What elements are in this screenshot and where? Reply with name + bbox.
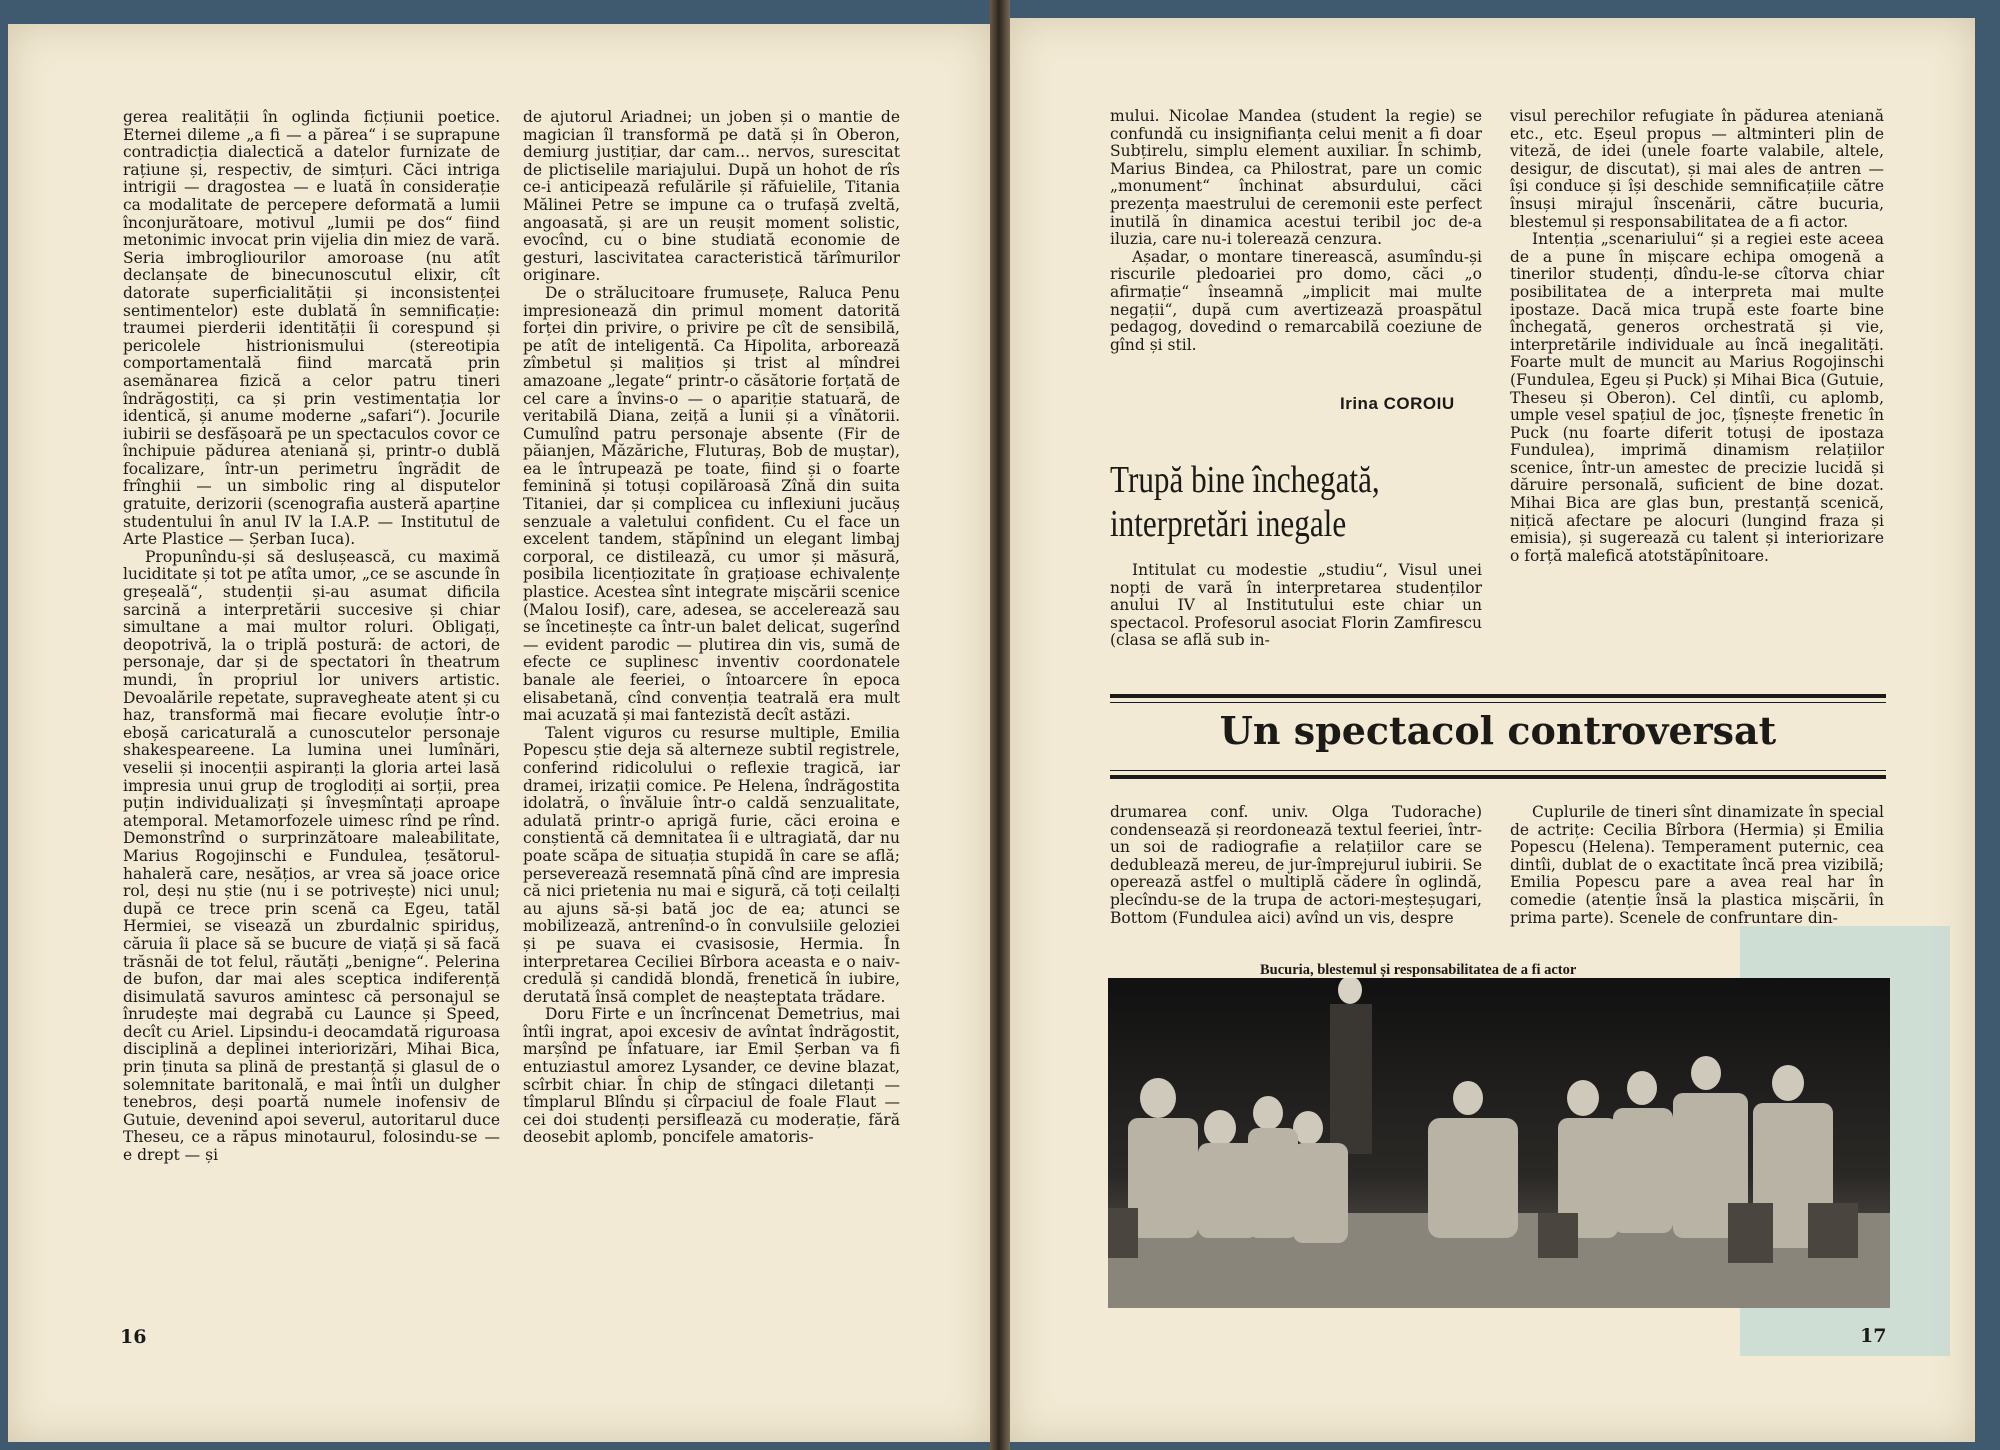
right-bottom-column-2 bbox=[1510, 804, 1884, 944]
article-headline-line2: interpretări inegale bbox=[1110, 503, 1347, 545]
right-top-column-2 bbox=[1510, 108, 1884, 668]
left-page bbox=[8, 24, 990, 1442]
article-headline-line1: Trupă bine închegată, bbox=[1110, 459, 1380, 501]
author-name: Irina COROIU bbox=[1340, 394, 1455, 413]
left-column-2 bbox=[523, 109, 900, 1349]
paragraph: Intitulat cu modestie „studiu“, Visul unei nopți de vară în interpretarea studenților anului IV al Institutului este chiar un spectacol. Profesorul asociat Florin Zamfirescu (clasa se află sub in- bbox=[1110, 562, 1482, 650]
right-top-column-1 bbox=[1110, 108, 1482, 398]
page-number: 16 bbox=[120, 1326, 147, 1348]
paragraph: Doru Firte e un încrîncenat Demetrius, mai întîi ingrat, apoi excesiv de avîntat îndrăgostit, marșînd pe înfatuare, iar Emil Șerban va fi entuziastul amorez Lysander, ce devine blazat, scîrbit chiar. În chip de stîngaci diletanți — tîmplarul Blîndu și cîrpaciul de foale Flaut — cei doi studenți persiflează cu moderație, fără deosebit aplomb, poncifele amatoris- bbox=[523, 1005, 900, 1147]
photo-caption: Bucuria, blestemul și responsabilitatea de a fi actor bbox=[1260, 962, 1577, 978]
banner-bottom-rule bbox=[1110, 775, 1886, 779]
paragraph: De o strălucitoare frumusețe, Raluca Penu impresionează din primul moment datorită forței din privire, o privire pe cît de sensibilă, pe atît de inteligentă. Ca Hipolita, arborează zîmbetul și malițios și trist al mîndrei amazoane „legate“ printr-o căsătorie forțată de cel care a învins-o — o apariție statuară, de veritabilă Diana, zeiță a lunii și a vînătorii. Cumulînd patru personaje absente (Fir de păianjen, Măzăriche, Fluturaș, Bob de muștar), ea le întrupează pe toate, fiind și o foarte feminină și totuși copilăroasă Zînă din suita Titaniei, dar și complicea cu inflexiuni jucăuș senzuale a valetului confident. Cu el face un excelent tandem, stăpînind un elegant limbaj corporal, ce distilează, cu umor și măsură, posibila licențiozitate în grațioase echivalențe plastice. Acestea sînt integrate mișcării scenice (Malou Iosif), care, adesea, se accelerează sau se încetinește ca într-un balet delicat, sugerînd — evident parodic — plutirea din vis, sumă de efecte ce suplinesc inventiv coordonatele banale ale feeriei, o întoarcere în epoca elisabetană, cînd convenția teatrală era mult mai acuzată și mai fantezistă decît astăzi. bbox=[523, 283, 900, 725]
paragraph: drumarea conf. univ. Olga Tudorache) condensează și reordonează textul feeriei, într-un soi de radiografie a relațiilor care se dedublează mereu, de jur-împrejurul iubirii. Se operează astfel o multiplă cădere în oglindă, plecîndu-se de la trupa de actori-meșteșugari, Bottom (Fundulea aici) avînd un vis, despre bbox=[1110, 804, 1482, 927]
banner-bottom-rule-thin bbox=[1110, 770, 1886, 771]
banner-title: Un spectacol controversat bbox=[1219, 708, 1777, 753]
left-column-1 bbox=[123, 109, 500, 1349]
article-intro bbox=[1110, 562, 1482, 668]
banner-top-rule-thin bbox=[1110, 702, 1886, 703]
paragraph: de ajutorul Ariadnei; un joben și o mantie de magician îl transformă pe dată și în Oberon, demiurg justițiar, dar cam... nervos, surescitat de plictiselile mariajului. După un hohot de rîs ce-i anticipează refulările și răfuielile, Titania Mălinei Petre se impune ca o trufașă zveltă, angoasată, și are un reușit moment solistic, evocînd, cu o bine studiată economie de gesturi, lascivitatea caracteristică tărîmurilor originare. bbox=[523, 109, 900, 285]
stage-photo bbox=[1108, 978, 1890, 1308]
right-page bbox=[1010, 18, 1975, 1442]
paragraph: Talent viguros cu resurse multiple, Emilia Popescu știe deja să alterneze subtil registrele, conferind ridicolului o reflexie tragică, iar dramei, irizații comice. Pe Helena, îndrăgostita idolatră, o învăluie într-o caldă senzualitate, adulată printr-o aprigă furie, căci eroina e conștientă că demnitatea îi e ultragiată, dar nu poate scăpa de situația stupidă în care se află; perseverează resemnată pînă cînd are impresia că nici prietenia nu mai e sigură, că toți ceilalți au ajuns să-și bată joc de ea; atunci se mobilizează, antrenînd-o în convulsiile geloziei și pe suava ei cvasisosie, Hermia. În interpretarea Ceciliei Bîrbora aceasta e o naiv-credulă și candidă blondă, frenetică în iubire, derutată însă complet de neașteptata trădare. bbox=[523, 723, 900, 1006]
paragraph: Intenția „scenariului“ și a regiei este aceea de a pune în mișcare echipa omogenă a tinerilor studenți, dîndu-le-se cîtorva chiar posibilitatea de a interpreta mai multe ipostaze. Dacă mica trupă este foarte bine închegată, generos orchestrată și vie, interpretările individuale au încă inegalități. Foarte mult de muncit au Marius Rogojinschi (Fundulea, Egeu și Puck) și Mihai Bica (Gutuie, Theseu și Oberon). Cel dintîi, cu aplomb, umple vesel spațiul de joc, țîșnește frenetic în Puck (nu foarte diferit totuși de ipostaza Fundulea), imprimă dinamism relațiilor scenice, într-un amestec de precizie lucidă și dăruire personală, suficient de bine dozat. Mihai Bica are glas bun, prestanță scenică, nițică afectare pe alocuri (lungind fraza și emisia), și sugerează cu talent și interiorizare o forță malefică atotstăpînitoare. bbox=[1510, 230, 1884, 565]
paragraph: mului. Nicolae Mandea (student la regie) se confundă cu insignifianța celui menit a fi doar Subțirelu, simplu element auxiliar. În schimb, Marius Bindea, ca Philostrat, pare un comic „monument“ închinat absurdului, căci prezența maestrului de ceremonii este perfect inutilă în dinamica acestui teribil joc de-a iluzia, care nu-i tolerează cenzura. bbox=[1110, 108, 1482, 249]
paragraph: Propunîndu-și să deslușească, cu maximă luciditate și tot pe atîta umor, „ce se ascunde în greșeală“, studenții și-au asumat dificila sarcină a interpretării succesive și chiar simultane a mai multor roluri. Obligați, deopotrivă, la o triplă postură: de actori, de personaje, dar și de spectatori în theatrum mundi, în propriul lor univers artistic. Devoalările repetate, supravegheate atent și cu haz, transformă mai fiecare evoluție într-o eboșă caricaturală a cunoscutelor personaje shakespeareene. La lumina unei lumînări, veselii și inocenții aspiranți la gloria artei lasă impresia unui grup de troglodiți ai sorții, prea puțin individualizați și înveșmîntați aproape atemporal. Metamorfozele uimesc rînd pe rînd. Demonstrînd o surprinzătoare maleabilitate, Marius Rogojinschi e Fundulea, țesătorul-hahaleră care, nesățios, ar vrea să joace orice rol, deși nu știe (nu i se potrivește) nici unul; după ce trece prin scenă ca Egeu, tatăl Hermiei, se visează un zburdalnic spiriduș, căruia îi place să se bucure de viață și să facă trăsnăi de tot felul, răutăți „benigne“. Pelerina de bufon, dar mai ales sceptica indiferență disimulată savuros amintesc că personajul se înrudește mai degrabă cu Launce și Speed, decît cu Ariel. Lipsindu-i deocamdată riguroasa disciplină a deplinei interiorizări, Mihai Bica, prin ținuta sa plină de prestanță și glasul de o solemnitate baritonală, e mai întîi un dulgher tenebros, deși poartă numele inofensiv de Gutuie, devenind apoi severul, autoritarul duce Theseu, ce a răpus minotaurul, folosindu-se — e drept — și bbox=[123, 547, 500, 1165]
page-number: 17 bbox=[1860, 1325, 1887, 1347]
paragraph: visul perechilor refugiate în pădurea ateniană etc., etc. Eșeul propus — altminteri plin de viteză, de idei (unele foarte valabile, altele, desigur, de discutat), și mai ales de antren — își conduce și își deschide semnificațiile către însuși mirajul înscenării, către bucuria, blestemul și responsabilitatea de a fi actor. bbox=[1510, 108, 1884, 231]
paragraph: Cuplurile de tineri sînt dinamizate în special de actrițe: Cecilia Bîrbora (Hermia) și Emilia Popescu (Helena). Temperament puternic, cea dintîi, dublat de o exactitate încă prea vizibilă; Emilia Popescu pare a avea real har în comedie (atenție însă la plastica mișcării, în prima parte). Scenele de confruntare din- bbox=[1510, 804, 1884, 927]
book-spine bbox=[990, 0, 1010, 1450]
right-bottom-column-1 bbox=[1110, 804, 1482, 944]
paragraph: Așadar, o montare tinerească, asumîndu-și riscurile pledoariei pro domo, căci „o afirmație“ înseamnă „implicit mai multe negații“, după cum avertizează proaspătul pedagog, dovedind o remarcabilă coeziune de gînd și stil. bbox=[1110, 247, 1482, 354]
banner-top-rule bbox=[1110, 694, 1886, 698]
paragraph: gerea realității în oglinda ficțiunii poetice. Eternei dileme „a fi — a părea“ i se suprapune contradicția dialectică a datelor furnizate de rațiune și, respectiv, de simțuri. Căci intriga intrigii — dragostea — e luată în considerație ca modalitate de percepere deformată a lumii înconjurătoare, motivul „lumii pe dos“ fiind metonimic invocat prin vijelia din miez de vară. Seria imbrogliourilor amoroase (nu atît declanșate de binecunoscutul elixir, cît datorate superficialității și inconsistenței sentimentelor) este dublată în semnificație: traumei pierderii identității îi corespund și pericolele histrionismului (stereotipia comportamentală fiind marcată prin asemănarea fizică a celor patru tineri îndrăgostiți, ca și prin vestimentația lor identică, și anume moderne „safari“). Jocurile iubirii se desfășoară pe un spectaculos covor ce închipuie pădurea ateniană și, printr-o dublă focalizare, într-un perimetru îngrădit de frînghii — un simbolic ring al disputelor gratuite, derizorii (scenografia austeră aparține studentului în anul IV la I.A.P. — Institutul de Arte Plastice — Șerban Iuca). bbox=[123, 109, 500, 549]
stage-photo-icon bbox=[1108, 978, 1890, 1308]
